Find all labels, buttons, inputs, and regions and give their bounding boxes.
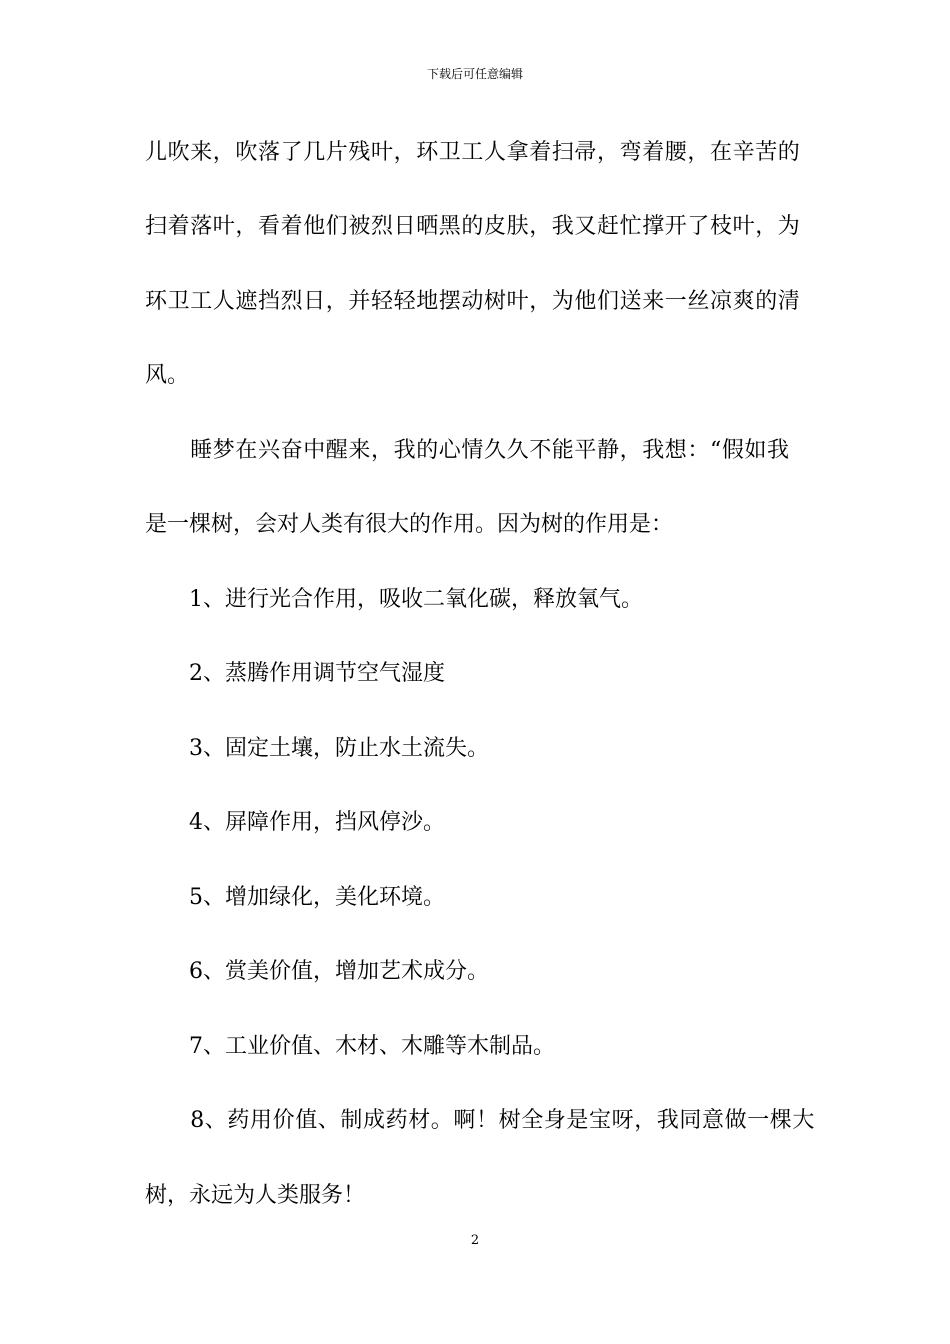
list-item: 7、工业价值、木材、木雕等木制品。: [145, 1034, 555, 1059]
text-line: 是一棵树，会对人类有很大的作用。因为树的作用是：: [145, 512, 674, 537]
page-header: 下载后可任意编辑: [426, 67, 523, 81]
list-item: 1、进行光合作用，吸收二氧化碳，释放氧气。: [145, 587, 643, 612]
text-line: 风。: [145, 363, 190, 388]
list-item: 5、增加绿化，美化环境。: [145, 885, 445, 910]
text-line: 环卫工人遮挡烈日，并轻轻地摆动树叶，为他们送来一丝凉爽的清: [145, 289, 801, 314]
text-line: 儿吹来，吹落了几片残叶，环卫工人拿着扫帚，弯着腰，在辛苦的: [145, 140, 801, 165]
list-item: 6、赏美价值，增加艺术成分。: [145, 959, 489, 984]
text-line: 树，永远为人类服务！: [145, 1183, 366, 1208]
text-line: 扫着落叶，看着他们被烈日晒黑的皮肤，我又赶忙撑开了枝叶，为: [145, 214, 801, 239]
page-number: 2: [470, 1233, 480, 1248]
list-item: 4、屏障作用，挡风停沙。: [145, 810, 445, 835]
list-item: 3、固定土壤，防止水土流失。: [145, 736, 489, 761]
list-item: 8、药用价值、制成药材。啊！树全身是宝呀，我同意做一棵大: [145, 1108, 815, 1133]
list-item: 2、蒸腾作用调节空气湿度: [145, 661, 445, 686]
text-line: 睡梦在兴奋中醒来，我的心情久久不能平静，我想：“假如我: [145, 438, 790, 463]
